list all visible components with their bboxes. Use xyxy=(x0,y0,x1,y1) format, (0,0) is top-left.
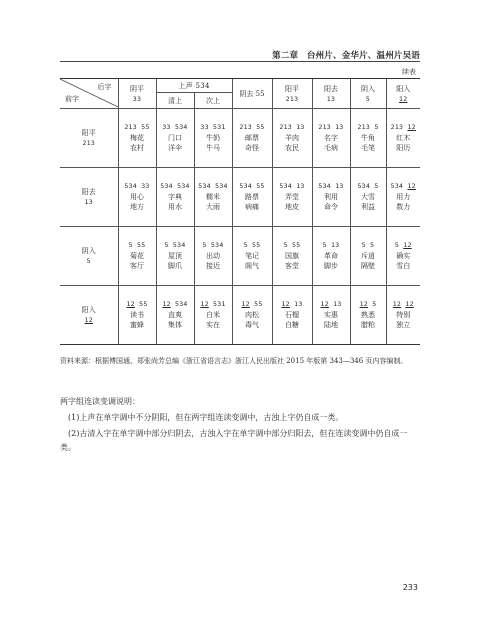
table-cell xyxy=(386,168,420,227)
cell-word: 国旗 xyxy=(285,251,300,260)
cell-word: 蜜蜂 xyxy=(130,321,144,330)
cell-tone: 12 12 xyxy=(392,300,414,309)
table-cell xyxy=(386,227,420,286)
note-item: (2)古清入字在单字调中部分归阴去，古浊入字在单字调中部分归阳去，但在连读变调中仍自成一类。 xyxy=(60,429,408,452)
table-cell xyxy=(350,168,386,227)
cell-word: 名字 xyxy=(324,133,339,142)
cell-word: 实惠 xyxy=(324,310,339,319)
cell-tone: 534 534 xyxy=(160,182,190,191)
cell-word: 门口 xyxy=(168,133,182,142)
cell-tone: 213 5 xyxy=(357,123,379,132)
col-name: 阴入 xyxy=(361,84,376,93)
table-cell xyxy=(386,109,420,168)
row-header xyxy=(60,109,118,168)
cell-tone: 33 531 xyxy=(200,123,226,132)
cell-word: 洋伞 xyxy=(168,144,182,153)
col-tone: 213 xyxy=(285,94,299,103)
cell-word: 农村 xyxy=(130,144,144,153)
cell-word: 陆地 xyxy=(324,321,339,330)
cell-word: 农民 xyxy=(285,144,300,153)
row-header xyxy=(60,227,118,286)
table-cell xyxy=(156,168,194,227)
col-header xyxy=(386,79,420,109)
cell-word: 用水 xyxy=(168,203,182,212)
table-row xyxy=(60,109,420,168)
table-row xyxy=(60,286,420,345)
col-tone: 13 xyxy=(326,94,336,103)
cell-word: 脚步 xyxy=(324,262,339,271)
cell-tone: 12 531 xyxy=(200,300,226,309)
col-header xyxy=(272,79,312,109)
table-cell xyxy=(350,109,386,168)
running-header: 第二章 台州片、金华片、温州片吴语 xyxy=(272,51,420,61)
table-cell xyxy=(350,286,386,345)
cell-tone: 5 5 xyxy=(361,241,375,250)
sub-col-header: 次上 xyxy=(194,93,232,109)
row-tone: 5 xyxy=(86,257,91,265)
table-cell xyxy=(350,227,386,286)
table-cell xyxy=(118,286,156,345)
cell-word: 确实 xyxy=(396,251,411,260)
cell-word: 雪白 xyxy=(396,262,411,271)
cell-word: 用力 xyxy=(396,192,411,201)
table-cell xyxy=(156,286,194,345)
cell-word: 客堂 xyxy=(285,262,300,271)
cell-word: 出动 xyxy=(206,251,220,260)
cell-word: 革命 xyxy=(324,251,339,260)
cell-word: 大雪 xyxy=(361,192,376,201)
col-name: 阳入 xyxy=(396,84,411,93)
tone-sandhi-table xyxy=(60,78,420,345)
col-tone: 33 xyxy=(132,94,142,103)
corner-vertical-label: 前字 xyxy=(65,95,79,103)
table-cell xyxy=(194,168,232,227)
cell-word: 大雨 xyxy=(206,203,220,212)
table-cell xyxy=(232,286,272,345)
cell-word: 牛角 xyxy=(361,133,376,142)
cell-word: 腊粕 xyxy=(361,321,376,330)
cell-word: 接近 xyxy=(206,262,220,271)
cell-tone: 12 13 xyxy=(320,300,342,309)
cell-word: 字典 xyxy=(168,192,182,201)
cell-word: 熟悉 xyxy=(361,310,376,319)
col-header-group xyxy=(156,79,232,93)
table-cell xyxy=(272,286,312,345)
cell-word: 菊花 xyxy=(130,251,144,260)
cell-word: 客厅 xyxy=(130,262,144,271)
cell-tone: 534 33 xyxy=(124,182,150,191)
cell-word: 地皮 xyxy=(285,203,300,212)
row-tone: 213 xyxy=(82,139,96,147)
cell-tone: 5 534 xyxy=(202,241,224,250)
page-number: 233 xyxy=(402,583,418,592)
table-cell xyxy=(312,286,350,345)
row-tone: 12 xyxy=(84,316,93,324)
header-rule xyxy=(60,61,420,62)
cell-word: 毒气 xyxy=(245,321,260,330)
cell-tone: 534 13 xyxy=(318,182,344,191)
cell-tone: 12 13 xyxy=(281,300,303,309)
cell-tone: 213 55 xyxy=(239,123,265,132)
cell-tone: 534 55 xyxy=(239,182,265,191)
cell-word: 脚爪 xyxy=(168,262,182,271)
cell-tone: 534 12 xyxy=(390,182,416,191)
cell-word: 利益 xyxy=(361,203,376,212)
cell-tone: 5 12 xyxy=(394,241,412,250)
table-cell xyxy=(232,168,272,227)
row-name: 阴入 xyxy=(81,246,96,255)
row-name: 阳去 xyxy=(81,187,96,196)
cell-word: 实在 xyxy=(206,321,220,330)
cell-word: 梅花 xyxy=(130,133,144,142)
cell-tone: 534 13 xyxy=(279,182,305,191)
cell-tone: 213 13 xyxy=(318,123,344,132)
table-cell xyxy=(118,168,156,227)
row-name: 阳入 xyxy=(81,305,96,314)
cell-tone: 534 5 xyxy=(357,182,379,191)
col-header xyxy=(350,79,386,109)
table-cell xyxy=(156,109,194,168)
cell-word: 数力 xyxy=(396,203,411,212)
cell-word: 利用 xyxy=(324,192,339,201)
cell-word: 斥逍 xyxy=(361,251,376,260)
cell-tone: 5 13 xyxy=(322,241,340,250)
table-cell xyxy=(194,286,232,345)
cell-word: 肉松 xyxy=(245,310,260,319)
cell-word: 用心 xyxy=(130,192,144,201)
cell-tone: 12 55 xyxy=(126,300,148,309)
cell-word: 糯米 xyxy=(206,192,220,201)
cell-word: 白糖 xyxy=(285,321,300,330)
row-tone: 13 xyxy=(84,198,93,206)
sub-col-header: 清上 xyxy=(156,93,194,109)
cell-word: 羊肉 xyxy=(285,133,300,142)
cell-word: 命令 xyxy=(324,203,339,212)
cell-word: 笔记 xyxy=(245,251,260,260)
cell-tone: 213 12 xyxy=(390,123,416,132)
col-name: 阴去 55 xyxy=(239,89,265,98)
cell-word: 毛笔 xyxy=(361,144,376,153)
corner-horizontal-label: 后字 xyxy=(97,83,112,91)
table-cell xyxy=(194,227,232,286)
table-cell xyxy=(312,109,350,168)
cell-word: 阁气 xyxy=(245,262,260,271)
table-cell xyxy=(312,227,350,286)
cell-tone: 33 534 xyxy=(162,123,188,132)
cell-word: 隔壁 xyxy=(361,262,376,271)
table-cell xyxy=(118,109,156,168)
table-cell xyxy=(312,168,350,227)
cell-word: 红木 xyxy=(396,133,411,142)
note-title: 两字组连读变调说明： xyxy=(60,397,140,406)
cell-word: 病痛 xyxy=(245,203,260,212)
cell-word: 白米 xyxy=(206,310,220,319)
cell-word: 牛奶 xyxy=(206,133,220,142)
col-header xyxy=(232,79,272,109)
note-item: (1)上声在单字调中不分阴阳，但在两字组连读变调中，古浊上字仍自成一类。 xyxy=(68,413,344,422)
row-name: 阳平 xyxy=(81,128,96,137)
col-name: 阴平 xyxy=(130,84,144,93)
cell-word: 弄堂 xyxy=(285,192,300,201)
cell-tone: 213 13 xyxy=(279,123,305,132)
cell-word: 路票 xyxy=(245,192,260,201)
cell-word: 阳历 xyxy=(396,144,411,153)
cell-tone: 12 55 xyxy=(241,300,263,309)
table-row xyxy=(60,168,420,227)
cell-word: 屋顶 xyxy=(168,251,182,260)
table-cell xyxy=(232,109,272,168)
col-name: 阳平 xyxy=(285,84,300,93)
cell-word: 直爽 xyxy=(168,310,182,319)
cell-tone: 5 55 xyxy=(128,241,146,250)
row-header xyxy=(60,168,118,227)
col-tone: 5 xyxy=(365,94,371,103)
table-cell xyxy=(386,286,420,345)
corner-cell xyxy=(60,79,118,109)
col-tone: 12 xyxy=(399,94,408,103)
cell-tone: 12 534 xyxy=(162,300,188,309)
table-cell xyxy=(194,109,232,168)
cell-tone: 534 534 xyxy=(198,182,228,191)
col-header xyxy=(118,79,156,109)
cell-word: 读书 xyxy=(130,310,144,319)
cell-tone: 213 55 xyxy=(124,123,150,132)
table-cell xyxy=(232,227,272,286)
table-row xyxy=(60,227,420,286)
table-cell xyxy=(272,168,312,227)
table-cell xyxy=(118,227,156,286)
cell-word: 邮票 xyxy=(245,133,260,142)
cell-word: 集体 xyxy=(168,321,182,330)
cell-word: 独立 xyxy=(396,321,411,330)
cell-word: 地方 xyxy=(130,203,144,212)
cell-tone: 5 55 xyxy=(283,241,301,250)
continued-label: 续表 xyxy=(402,68,416,76)
cell-word: 奇怪 xyxy=(245,144,260,153)
col-name: 上声 534 xyxy=(178,81,210,90)
cell-word: 牛马 xyxy=(206,144,220,153)
cell-word: 毛病 xyxy=(324,144,339,153)
table-cell xyxy=(272,227,312,286)
col-name: 阳去 xyxy=(324,84,339,93)
col-header xyxy=(312,79,350,109)
table-cell xyxy=(156,227,194,286)
source-note: 资料来源：根据傅国通、郑张尚芳总编《浙江省语言志》浙江人民出版社 2015 年版第 343—346 页内容编制。 xyxy=(60,357,408,365)
cell-tone: 5 534 xyxy=(164,241,186,250)
cell-tone: 12 5 xyxy=(359,300,377,309)
cell-word: 石榴 xyxy=(285,310,300,319)
cell-word: 特别 xyxy=(396,310,411,319)
cell-tone: 5 55 xyxy=(243,241,261,250)
row-header xyxy=(60,286,118,345)
table-cell xyxy=(272,109,312,168)
